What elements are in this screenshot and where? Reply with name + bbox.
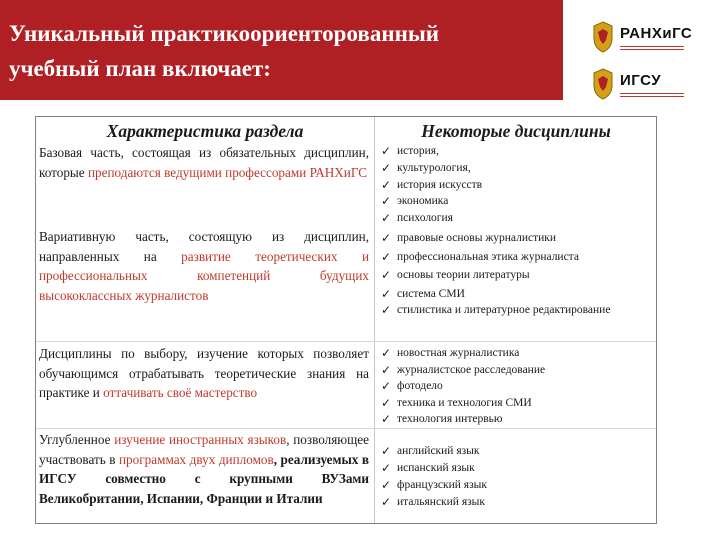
list-item: ✓ новостная журналистика	[381, 346, 520, 360]
row-elective-description: Дисциплины по выбору, изучение которых позволяет обучающимся отрабатывать теоретические знания на практике и оттачивать своё мастерство	[39, 346, 369, 400]
column-header-characteristic: Характеристика раздела	[106, 121, 304, 141]
row-basic-description: Базовая часть, состоящая из обязательных дисциплин, которые преподаются ведущими профессорами РАНХиГС	[39, 145, 369, 180]
list-item: ✓ французский язык	[381, 478, 487, 492]
eagle-emblem-icon	[590, 20, 616, 54]
check-icon: ✓	[381, 346, 392, 360]
list-item: ✓ история искусств	[381, 177, 483, 192]
list-item: ✓ правовые основы журналистики	[381, 229, 656, 248]
list-item: ✓ система СМИ	[381, 285, 656, 304]
row-basic-disciplines	[381, 143, 656, 227]
check-icon: ✓	[381, 303, 392, 317]
list-item: ✓ основы теории литературы	[381, 266, 656, 285]
check-icon: ✓	[381, 211, 392, 226]
check-icon: ✓	[381, 194, 392, 209]
curriculum-table	[35, 116, 657, 524]
list-item: ✓ испанский язык	[381, 461, 475, 475]
list-item: ✓ английский язык	[381, 444, 480, 458]
row-elective-disciplines	[381, 345, 656, 428]
check-icon: ✓	[381, 144, 392, 158]
column-header-disciplines: Некоторые дисциплины	[421, 121, 611, 141]
list-item: ✓ экономика	[381, 194, 449, 209]
list-item: ✓ история,	[381, 144, 439, 158]
check-icon: ✓	[381, 395, 392, 410]
list-item: ✓ фотодело	[381, 379, 443, 394]
check-icon: ✓	[381, 461, 392, 475]
row-variative-description: Вариативную часть, состоящую из дисциплин, направленных на развитие теоретических и профессиональных компетенций будущих высококлассных журналистов	[39, 229, 369, 303]
row-languages-disciplines	[381, 443, 656, 511]
igsu-logo	[590, 64, 710, 104]
check-icon: ✓	[381, 412, 392, 427]
list-item: ✓ профессиональная этика журналиста	[381, 248, 656, 267]
check-icon: ✓	[381, 362, 392, 377]
check-icon: ✓	[381, 286, 392, 301]
row-variative-disciplines	[381, 229, 656, 318]
ranepa-logo	[590, 17, 710, 57]
list-item: ✓ техника и технология СМИ	[381, 395, 532, 410]
slide-title: Уникальный практикоориенторованный учебный план включает:	[9, 21, 440, 81]
list-item: ✓ журналистское расследование	[381, 362, 546, 377]
list-item: ✓ психология	[381, 211, 453, 226]
check-icon: ✓	[381, 177, 392, 192]
list-item: ✓ технология интервью	[381, 412, 503, 427]
ranepa-logo-text: РАНХиГС	[620, 24, 693, 42]
check-icon: ✓	[381, 231, 392, 245]
igsu-logo-text: ИГСУ	[620, 71, 662, 89]
check-icon: ✓	[381, 495, 392, 509]
check-icon: ✓	[381, 249, 392, 264]
list-item: ✓ культурология,	[381, 160, 471, 175]
list-item: ✓ стилистика и литературное редактирование	[381, 303, 611, 317]
check-icon: ✓	[381, 444, 392, 458]
slide-header	[0, 0, 563, 100]
check-icon: ✓	[381, 478, 392, 492]
check-icon: ✓	[381, 160, 392, 175]
check-icon: ✓	[381, 379, 392, 394]
eagle-emblem-icon	[590, 67, 616, 101]
check-icon: ✓	[381, 268, 392, 282]
list-item: ✓ итальянский язык	[381, 495, 485, 509]
row-languages-description: Углубленное изучение иностранных языков, позволяющее участвовать в программах двух дипломов, реализуемых в ИГСУ совместно с крупными ВУЗами Великобритании, Испании, Франции и Италии	[39, 432, 370, 506]
